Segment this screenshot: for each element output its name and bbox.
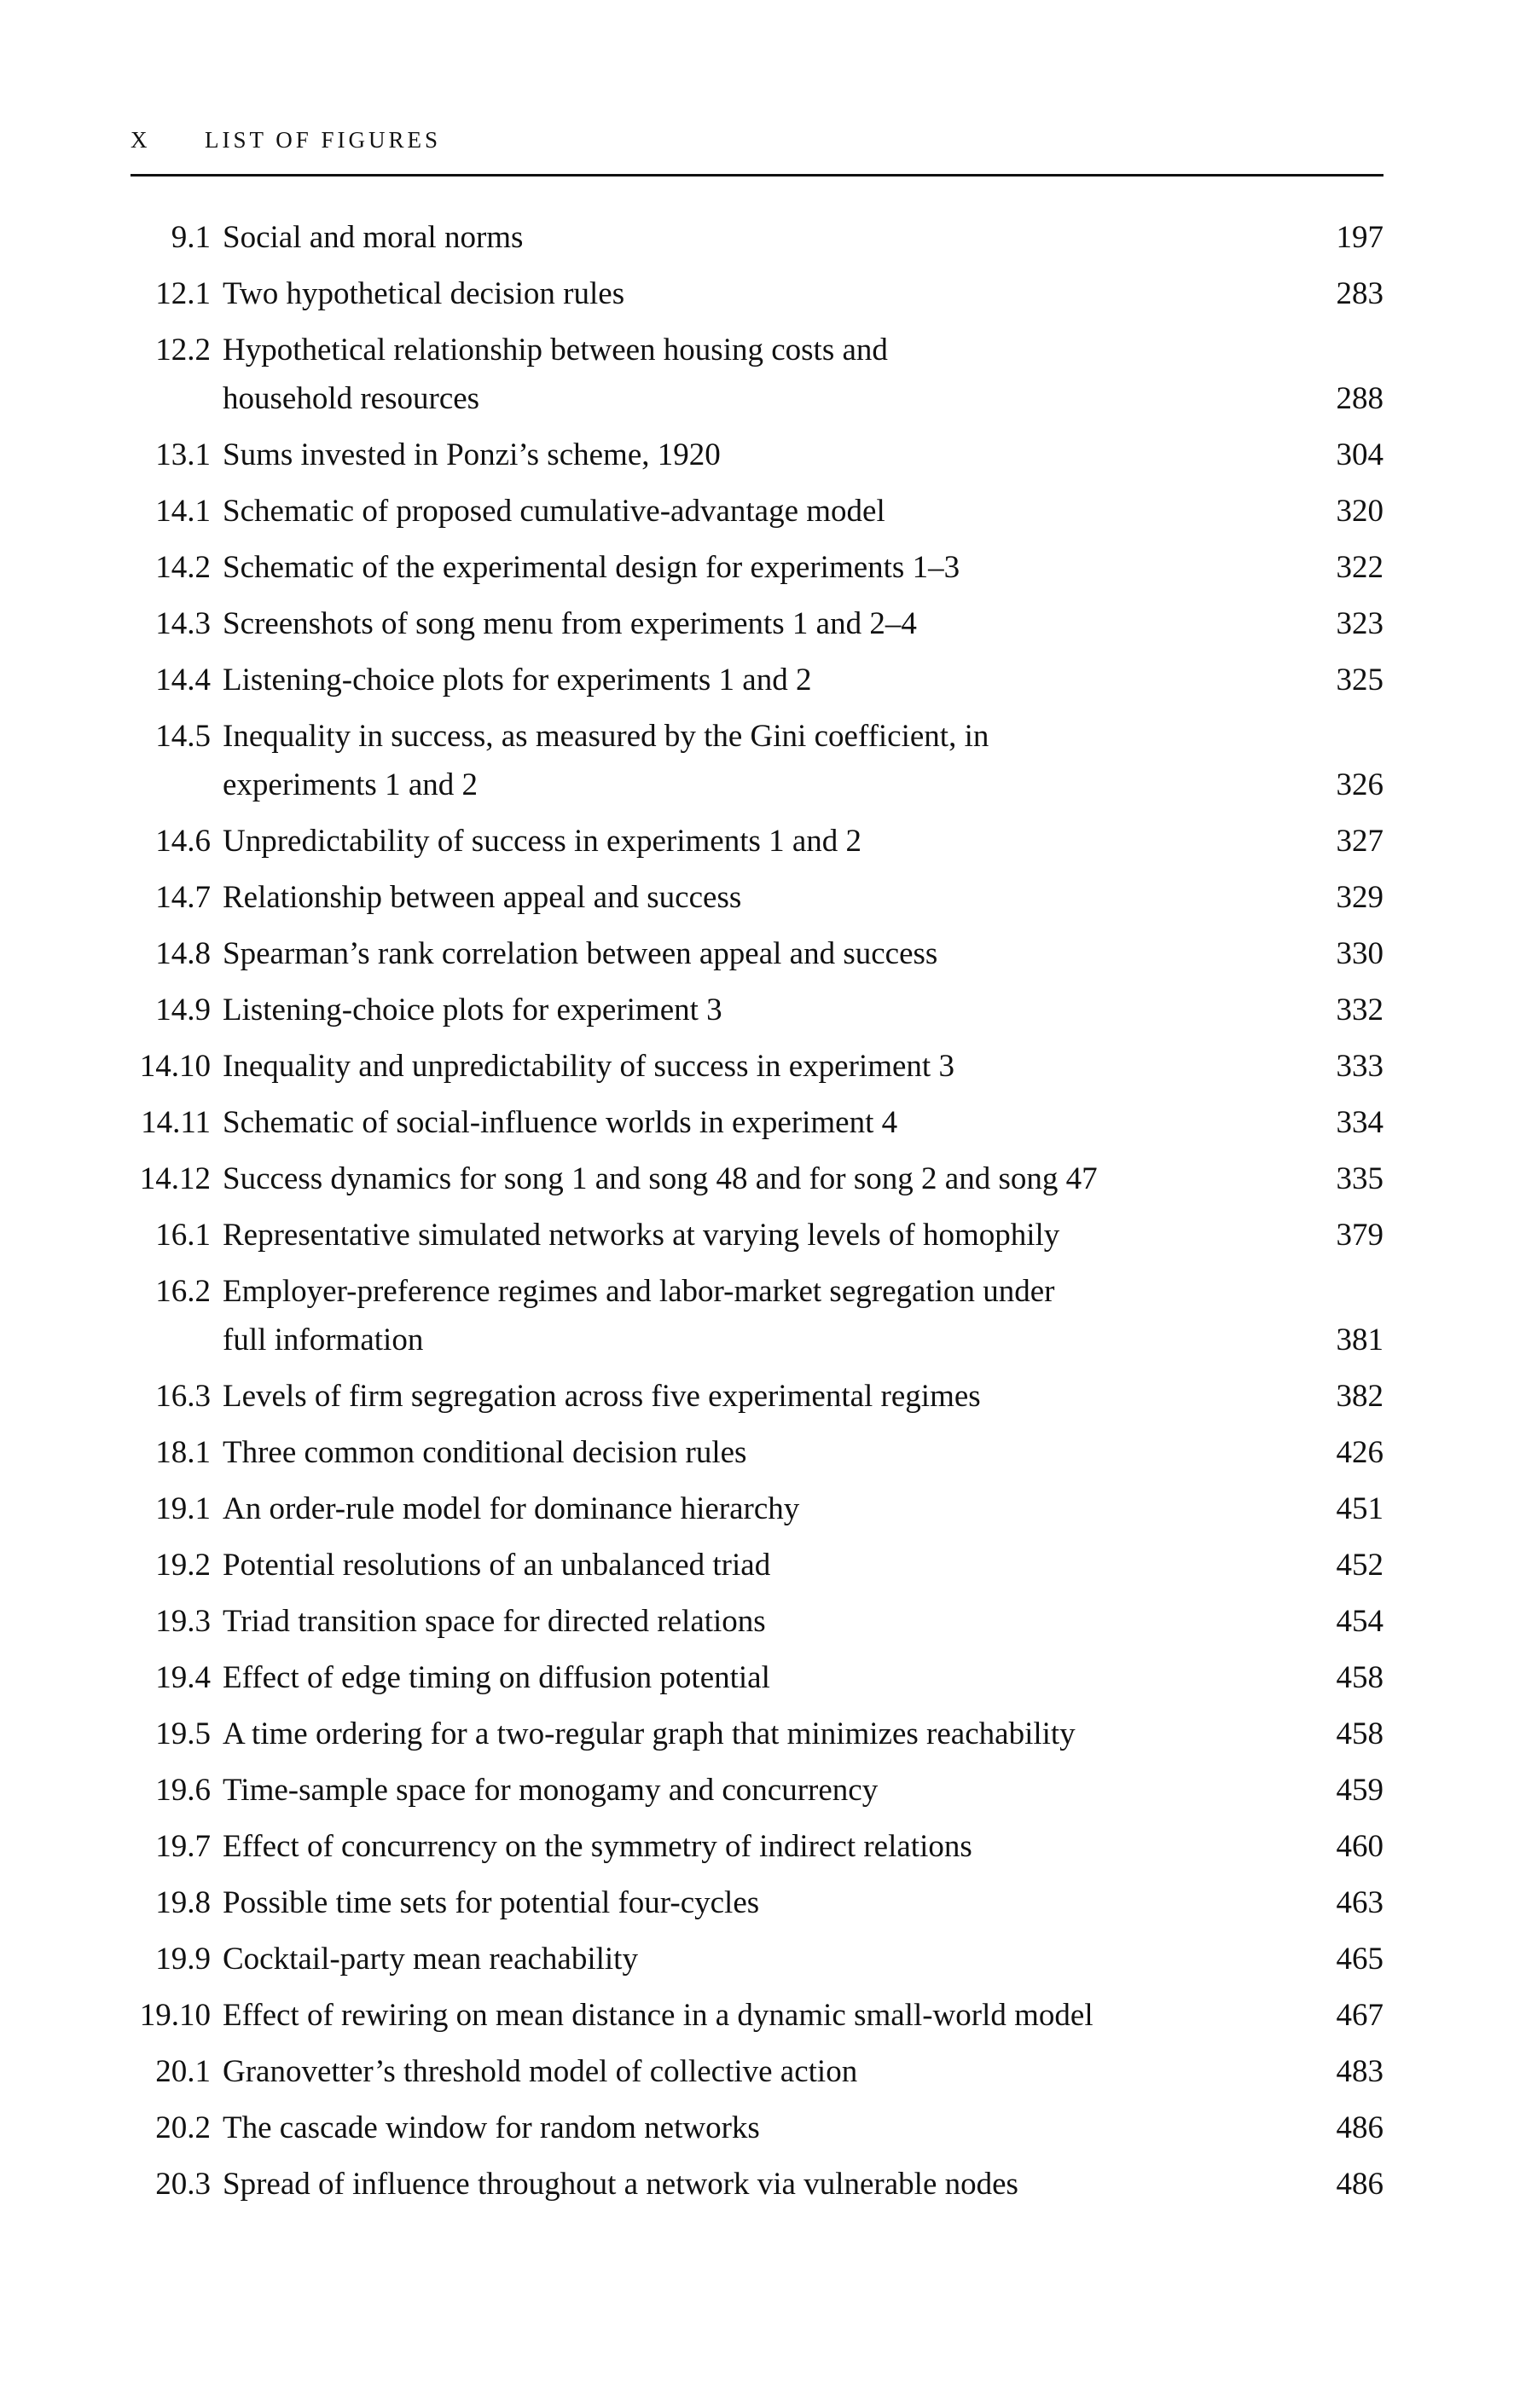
page-number: 332 (1336, 993, 1383, 1027)
figure-caption-line: Schematic of social-influence worlds in experiment 4 (223, 1105, 898, 1140)
figure-number: 14.11 (141, 1105, 211, 1140)
page-number: 379 (1336, 1218, 1383, 1253)
figure-entry (0, 1155, 1514, 1203)
figure-caption-line: experiments 1 and 2 (223, 767, 478, 802)
figure-caption (223, 1991, 1246, 2040)
figure-caption-line: Time-sample space for monogamy and concurrency (223, 1773, 879, 1808)
figure-caption (223, 1155, 1246, 1203)
figure-caption-line: Schematic of proposed cumulative-advantage model (223, 494, 885, 529)
page-number: 463 (1336, 1885, 1383, 1920)
figure-entry (0, 1766, 1514, 1815)
figure-caption (223, 1485, 1246, 1533)
figure-entry (0, 1428, 1514, 1477)
figure-caption (223, 213, 1246, 262)
figure-entry (0, 1211, 1514, 1259)
figure-caption (223, 1710, 1246, 1758)
figure-caption (223, 1822, 1246, 1871)
figure-entry (0, 543, 1514, 592)
figure-caption-line: Unpredictability of success in experiments 1 and 2 (223, 824, 862, 859)
page-number: 458 (1336, 1660, 1383, 1695)
figure-entry (0, 873, 1514, 922)
figure-caption (223, 712, 1246, 809)
figure-entry (0, 1267, 1514, 1364)
figure-caption-line: Listening-choice plots for experiments 1 and 2 (223, 663, 812, 698)
figure-caption (223, 1766, 1246, 1815)
figure-caption-line: Possible time sets for potential four-cycles (223, 1885, 760, 1920)
figure-entry (0, 1991, 1514, 2040)
page-number: 381 (1336, 1323, 1383, 1357)
figure-number: 14.1 (155, 494, 211, 529)
figure-entry (0, 487, 1514, 535)
page-number: 382 (1336, 1379, 1383, 1414)
figure-caption-line: Effect of concurrency on the symmetry of indirect relations (223, 1829, 972, 1864)
figure-caption-line: Success dynamics for song 1 and song 48 and for song 2 and song 47 (223, 1161, 1098, 1196)
figure-caption-line: The cascade window for random networks (223, 2110, 760, 2145)
figure-entry (0, 986, 1514, 1034)
figure-caption (223, 431, 1246, 479)
figure-number: 20.3 (155, 2167, 211, 2202)
figure-caption-line: Sums invested in Ponzi’s scheme, 1920 (223, 437, 721, 472)
figure-caption (223, 1597, 1246, 1646)
page-number: 322 (1336, 550, 1383, 585)
figure-caption-line: full information (223, 1323, 424, 1357)
figure-caption (223, 1878, 1246, 1927)
figure-number: 19.5 (155, 1716, 211, 1751)
figure-number: 20.1 (155, 2054, 211, 2089)
figure-caption-line: Two hypothetical decision rules (223, 276, 625, 311)
page-number: 335 (1336, 1161, 1383, 1196)
page-number: 458 (1336, 1716, 1383, 1751)
page-number: 486 (1336, 2110, 1383, 2145)
figure-entry (0, 269, 1514, 318)
figure-entry (0, 1710, 1514, 1758)
figure-caption-line: An order-rule model for dominance hierarchy (223, 1491, 800, 1526)
figure-number: 16.1 (155, 1218, 211, 1253)
figure-caption (223, 1211, 1246, 1259)
figure-caption-line: Potential resolutions of an unbalanced triad (223, 1548, 771, 1583)
figure-entry (0, 1541, 1514, 1589)
figure-caption-line: Levels of firm segregation across five experimental regimes (223, 1379, 981, 1414)
page-number: 323 (1336, 606, 1383, 641)
page-number: 304 (1336, 437, 1383, 472)
figure-caption-line: Granovetter’s threshold model of collective action (223, 2054, 858, 2089)
figure-number: 19.7 (155, 1829, 211, 1864)
figure-entry (0, 1597, 1514, 1646)
figure-caption-line: Effect of rewiring on mean distance in a dynamic small-world model (223, 1998, 1093, 2033)
figure-caption-line: Employer-preference regimes and labor-market segregation under (223, 1274, 1055, 1309)
figure-number: 19.10 (139, 1998, 211, 2033)
figure-number: 14.12 (139, 1161, 211, 1196)
figure-entry (0, 1042, 1514, 1091)
figure-entry (0, 1822, 1514, 1871)
figure-caption (223, 487, 1246, 535)
page-number: 460 (1336, 1829, 1383, 1864)
figure-caption-line: Effect of edge timing on diffusion potential (223, 1660, 770, 1695)
page-number: 288 (1336, 381, 1383, 416)
figure-number: 14.5 (155, 719, 211, 754)
figure-entry (0, 1485, 1514, 1533)
figure-number: 14.2 (155, 550, 211, 585)
figure-caption-line: Social and moral norms (223, 220, 524, 255)
figure-caption (223, 2047, 1246, 2096)
figure-entry (0, 2160, 1514, 2208)
figure-entry (0, 599, 1514, 648)
figure-caption-line: Spread of influence throughout a network via vulnerable nodes (223, 2167, 1018, 2202)
figure-number: 14.3 (155, 606, 211, 641)
figure-entry (0, 2047, 1514, 2096)
figure-entry (0, 2104, 1514, 2152)
figure-number: 16.3 (155, 1379, 211, 1414)
figure-number: 19.3 (155, 1604, 211, 1639)
page-number: 426 (1336, 1435, 1383, 1470)
figure-caption-line: Schematic of the experimental design for experiments 1–3 (223, 550, 960, 585)
figure-caption-line: Screenshots of song menu from experiments 1 and 2–4 (223, 606, 917, 641)
figure-entry (0, 656, 1514, 704)
figure-number: 18.1 (155, 1435, 211, 1470)
page-number: 326 (1336, 767, 1383, 802)
figure-number: 9.1 (171, 220, 211, 255)
figure-caption-line: Spearman’s rank correlation between appeal and success (223, 936, 938, 971)
figure-caption-line: Triad transition space for directed relations (223, 1604, 766, 1639)
figure-caption (223, 873, 1246, 922)
figure-entry (0, 929, 1514, 978)
figure-caption (223, 1653, 1246, 1702)
figure-caption (223, 929, 1246, 978)
page-number: 454 (1336, 1604, 1383, 1639)
page-number: 329 (1336, 880, 1383, 915)
header-rule (131, 174, 1383, 177)
page-number: 334 (1336, 1105, 1383, 1140)
figure-caption-line: Relationship between appeal and success (223, 880, 742, 915)
figure-caption (223, 1042, 1246, 1091)
figure-caption (223, 2160, 1246, 2208)
figure-caption (223, 1372, 1246, 1421)
figure-number: 16.2 (155, 1274, 211, 1309)
figure-entry (0, 1653, 1514, 1702)
figure-caption-line: Inequality and unpredictability of success in experiment 3 (223, 1049, 954, 1084)
list-of-figures (0, 213, 1514, 2216)
figure-caption (223, 986, 1246, 1034)
figure-number: 14.10 (139, 1049, 211, 1084)
page-number: 452 (1336, 1548, 1383, 1583)
figure-number: 13.1 (155, 437, 211, 472)
page-number: 330 (1336, 936, 1383, 971)
figure-number: 19.4 (155, 1660, 211, 1695)
page-number: 467 (1336, 1998, 1383, 2033)
figure-caption-line: Cocktail-party mean reachability (223, 1942, 638, 1977)
figure-entry (0, 712, 1514, 809)
figure-number: 19.6 (155, 1773, 211, 1808)
figure-entry (0, 326, 1514, 423)
figure-caption-line: A time ordering for a two-regular graph that minimizes reachability (223, 1716, 1076, 1751)
figure-entry (0, 1935, 1514, 1983)
figure-caption (223, 656, 1246, 704)
figure-caption (223, 269, 1246, 318)
figure-caption (223, 2104, 1246, 2152)
page-number: 333 (1336, 1049, 1383, 1084)
figure-number: 12.1 (155, 276, 211, 311)
page-number: 320 (1336, 494, 1383, 529)
figure-caption-line: Inequality in success, as measured by the Gini coefficient, in (223, 719, 989, 754)
page-folio: X (131, 127, 151, 153)
figure-caption-line: household resources (223, 381, 480, 416)
figure-caption (223, 1541, 1246, 1589)
page-number: 327 (1336, 824, 1383, 859)
figure-number: 12.2 (155, 333, 211, 368)
figure-number: 14.6 (155, 824, 211, 859)
figure-entry (0, 1878, 1514, 1927)
page-number: 325 (1336, 663, 1383, 698)
figure-number: 20.2 (155, 2110, 211, 2145)
figure-caption (223, 1267, 1246, 1364)
figure-number: 19.9 (155, 1942, 211, 1977)
page-number: 451 (1336, 1491, 1383, 1526)
figure-caption (223, 817, 1246, 865)
page-number: 486 (1336, 2167, 1383, 2202)
figure-entry (0, 431, 1514, 479)
page-number: 283 (1336, 276, 1383, 311)
figure-caption (223, 599, 1246, 648)
figure-entry (0, 213, 1514, 262)
figure-number: 14.9 (155, 993, 211, 1027)
figure-caption-line: Three common conditional decision rules (223, 1435, 747, 1470)
figure-number: 14.7 (155, 880, 211, 915)
figure-caption-line: Hypothetical relationship between housing costs and (223, 333, 888, 368)
figure-caption (223, 543, 1246, 592)
figure-number: 19.1 (155, 1491, 211, 1526)
page-number: 483 (1336, 2054, 1383, 2089)
figure-number: 14.8 (155, 936, 211, 971)
figure-number: 19.2 (155, 1548, 211, 1583)
figure-caption-line: Listening-choice plots for experiment 3 (223, 993, 722, 1027)
figure-caption (223, 1428, 1246, 1477)
figure-caption (223, 1935, 1246, 1983)
page-number: 465 (1336, 1942, 1383, 1977)
page-number: 197 (1336, 220, 1383, 255)
figure-caption-line: Representative simulated networks at varying levels of homophily (223, 1218, 1060, 1253)
figure-number: 19.8 (155, 1885, 211, 1920)
figure-caption (223, 326, 1246, 423)
figure-entry (0, 1372, 1514, 1421)
page-number: 459 (1336, 1773, 1383, 1808)
running-head (131, 124, 441, 155)
figure-number: 14.4 (155, 663, 211, 698)
figure-entry (0, 817, 1514, 865)
figure-caption (223, 1098, 1246, 1147)
figure-entry (0, 1098, 1514, 1147)
running-head-title: LIST OF FIGURES (205, 127, 442, 153)
